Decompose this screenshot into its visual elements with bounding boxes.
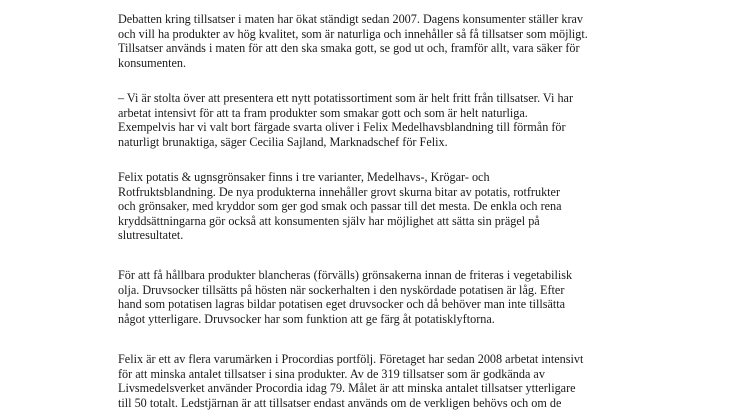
text-line: Felix är ett av flera varumärken i Procordias portfölj. Företaget har sedan 2008 arbetat intensivt (118, 352, 584, 366)
paragraph-intro (118, 12, 588, 70)
text-line: till 50 totalt. Ledstjärnan är att tillsatser endast används om de verkligen behövs och om de (118, 395, 562, 410)
paragraph-blanchering (118, 268, 572, 326)
text-line: hand som potatisen lagras bildar potatisen eget druvsocker och då behöver man inte tillsätta (118, 297, 566, 312)
text-line: kryddsättningarna gör också att konsumenten själv har möjlighet att sätta sin prägel på (118, 213, 540, 228)
text-line: Debatten kring tillsatser i maten har ökat ständigt sedan 2007. Dagens konsumenter ställer krav (118, 12, 584, 26)
text-line: Felix potatis & ugnsgrönsaker finns i tre varianter, Medelhavs-, Krögar- och (118, 170, 490, 184)
paragraph-procordia (118, 352, 583, 410)
paragraph-quote (118, 91, 573, 149)
paragraph-varianter (118, 170, 562, 243)
text-line: och vill ha produkter av hög kvalitet, som är naturliga och innehåller så få tillsatser som möjligt. (118, 26, 588, 41)
text-line: naturligt brunaktiga, säger Cecilia Sajland, Marknadschef för Felix. (118, 134, 448, 149)
text-line: För att få hållbara produkter blancheras (förvälls) grönsakerna innan de friteras i vegetabilisk (118, 268, 573, 282)
text-line: Tillsatser används i maten för att den ska smaka gott, se god ut och, framför allt, vara säker för (118, 41, 580, 56)
text-line: konsumenten. (118, 55, 187, 70)
text-line: Rotfruktsblandning. De nya produkterna innehåller grovt skurna bitar av potatis, rotfrukter (118, 184, 561, 199)
text-line: – Vi är stolta över att presentera ett nytt potatissortiment som är helt fritt från tillsatser. Vi har (118, 91, 573, 105)
text-line: Exempelvis har vi valt bort färgade svarta oliver i Felix Medelhavsblandning till förmån för (118, 120, 566, 135)
text-line: något ytterligare. Druvsocker har som funktion att ge färg åt potatisklyftorna. (118, 311, 495, 326)
text-line: olja. Druvsocker tillsätts på hösten när sockerhalten i den nyskördade potatisen är låg. Efter (118, 282, 565, 297)
text-line: slutresultatet. (118, 228, 184, 243)
text-line: och grönsaker, med kryddor som ger god smak och passar till det mesta. De enkla och rena (118, 199, 562, 214)
text-line: för att minska antalet tillsatser i sina produkter. Av de 319 tillsatser som är godkända av (118, 366, 545, 381)
text-line: Livsmedelsverket använder Procordia idag 79. Målet är att minska antalet tillsatser ytterligare (118, 381, 576, 396)
text-line: arbetat intensivt för att ta fram produkter som smakar gott och som är helt naturliga. (118, 105, 528, 120)
